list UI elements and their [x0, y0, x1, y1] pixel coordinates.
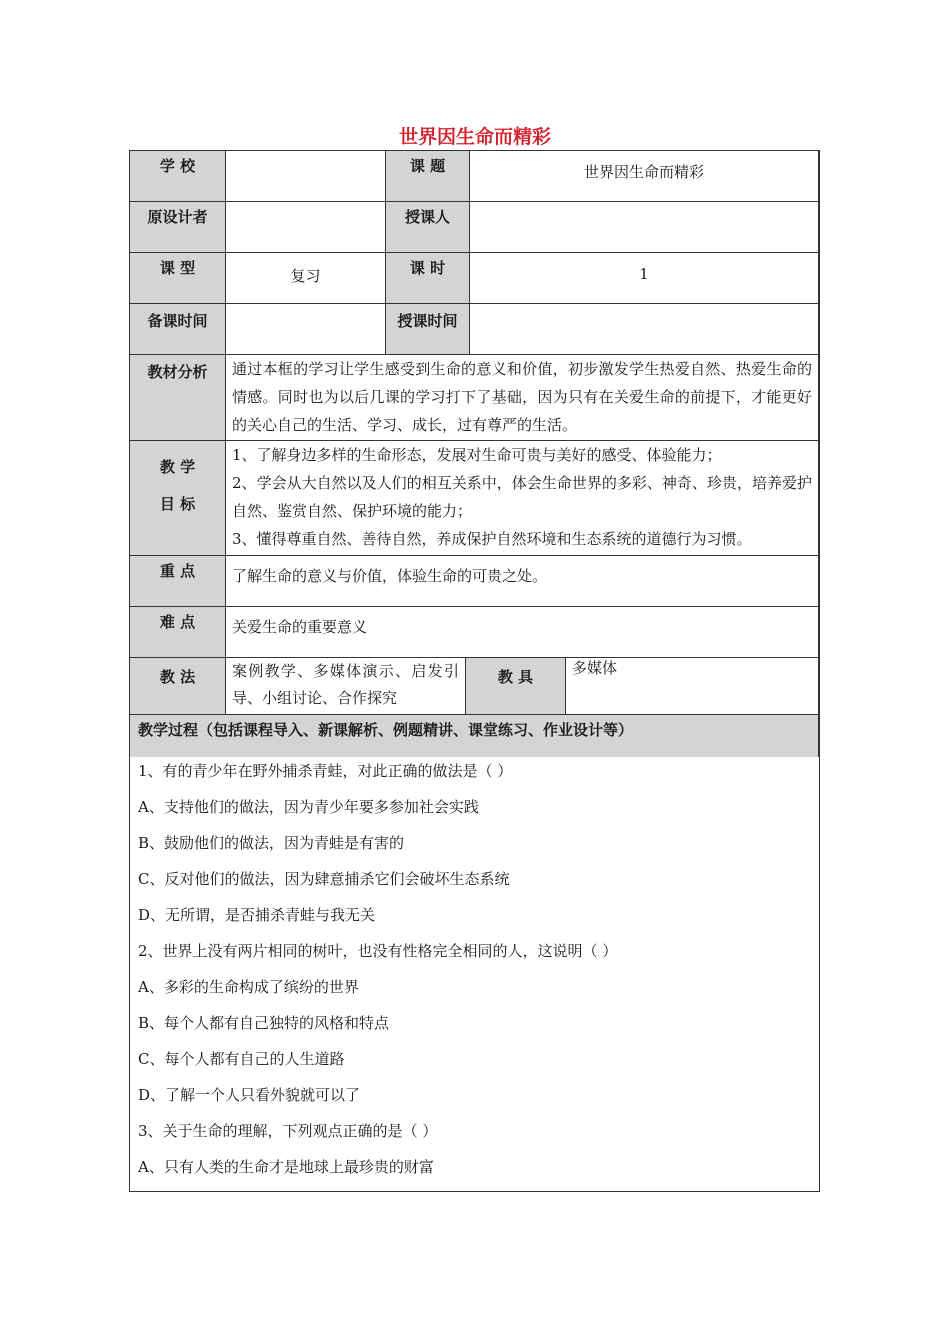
school-label: 学 校: [130, 151, 226, 202]
designer-value: [226, 202, 386, 253]
prep-time-value: [226, 304, 386, 355]
analysis-text: 通过本框的学习让学生感受到生命的意义和价值，初步激发学生热爱自然、热爱生命的情感。同时也为以后几课的学习打下了基础，因为只有在关爱生命的前提下，才能更好的关心自己的生活、学习、成长，过有尊严的生活。: [226, 355, 819, 441]
tools-label: 教 具: [466, 658, 566, 715]
prep-time-label: 备课时间: [130, 304, 226, 355]
teacher-value: [470, 202, 819, 253]
question-line: A、只有人类的生命才是地球上最珍贵的财富: [138, 1158, 434, 1176]
question-line: A、多彩的生命构成了缤纷的世界: [138, 978, 359, 996]
topic-value: 世界因生命而精彩: [470, 151, 819, 202]
goal-item: 1、了解身边多样的生命形态，发展对生命可贵与美好的感受、体验能力；: [232, 446, 722, 464]
question-line: C、每个人都有自己的人生道路: [138, 1050, 345, 1068]
question-line: B、每个人都有自己独特的风格和特点: [138, 1014, 390, 1032]
difficulty-label: 难 点: [130, 607, 226, 658]
school-value: [226, 151, 386, 202]
key-text: 了解生命的意义与价值，体验生命的可贵之处。: [226, 556, 819, 607]
goals-label-line-1: 教 学: [159, 458, 196, 476]
goal-item: 2、学会从大自然以及人们的相互关系中，体会生命世界的多彩、神奇、珍贵，培养爱护自然、鉴赏自然、保护环境的能力；: [232, 474, 812, 520]
question-line: 2、世界上没有两片相同的树叶，也没有性格完全相同的人，这说明（ ）: [138, 942, 618, 960]
question-line: 1、有的青少年在野外捕杀青蛙，对此正确的做法是（ ）: [138, 762, 513, 780]
lesson-plan-table: [129, 150, 820, 757]
hours-label: 课 时: [386, 253, 470, 304]
question-line: B、鼓励他们的做法，因为青蛙是有害的: [138, 834, 405, 852]
goals-text: [226, 441, 819, 556]
tools-text: 多媒体: [566, 658, 819, 715]
question-line: 3、关于生命的理解，下列观点正确的是（ ）: [138, 1122, 438, 1140]
key-label: 重 点: [130, 556, 226, 607]
teach-time-label: 授课时间: [386, 304, 470, 355]
method-text: 案例教学、多媒体演示、启发引导、小组讨论、合作探究: [226, 658, 466, 715]
question-line: D、了解一个人只看外貌就可以了: [138, 1086, 361, 1104]
topic-label: 课 题: [386, 151, 470, 202]
designer-label: 原设计者: [130, 202, 226, 253]
process-label: 教学过程（包括课程导入、新课解析、例题精讲、课堂练习、作业设计等）: [130, 715, 819, 757]
teacher-label: 授课人: [386, 202, 470, 253]
goal-item: 3、懂得尊重自然、善待自然，养成保护自然环境和生态系统的道德行为习惯。: [232, 530, 752, 548]
hours-value: 1: [470, 253, 819, 304]
question-line: D、无所谓，是否捕杀青蛙与我无关: [138, 906, 376, 924]
goals-label-line-2: 目 标: [159, 495, 196, 513]
teach-time-value: [470, 304, 819, 355]
page-title: 世界因生命而精彩: [398, 126, 551, 148]
exercise-section: [129, 757, 820, 1192]
type-value: 复习: [226, 253, 386, 304]
type-label: 课 型: [130, 253, 226, 304]
question-line: C、反对他们的做法，因为肆意捕杀它们会破坏生态系统: [138, 870, 510, 888]
method-label: 教 法: [130, 658, 226, 715]
difficulty-text: 关爱生命的重要意义: [226, 607, 819, 658]
goals-label: [130, 441, 226, 556]
analysis-label: 教材分析: [130, 355, 226, 441]
question-line: A、支持他们的做法，因为青少年要多参加社会实践: [138, 798, 479, 816]
